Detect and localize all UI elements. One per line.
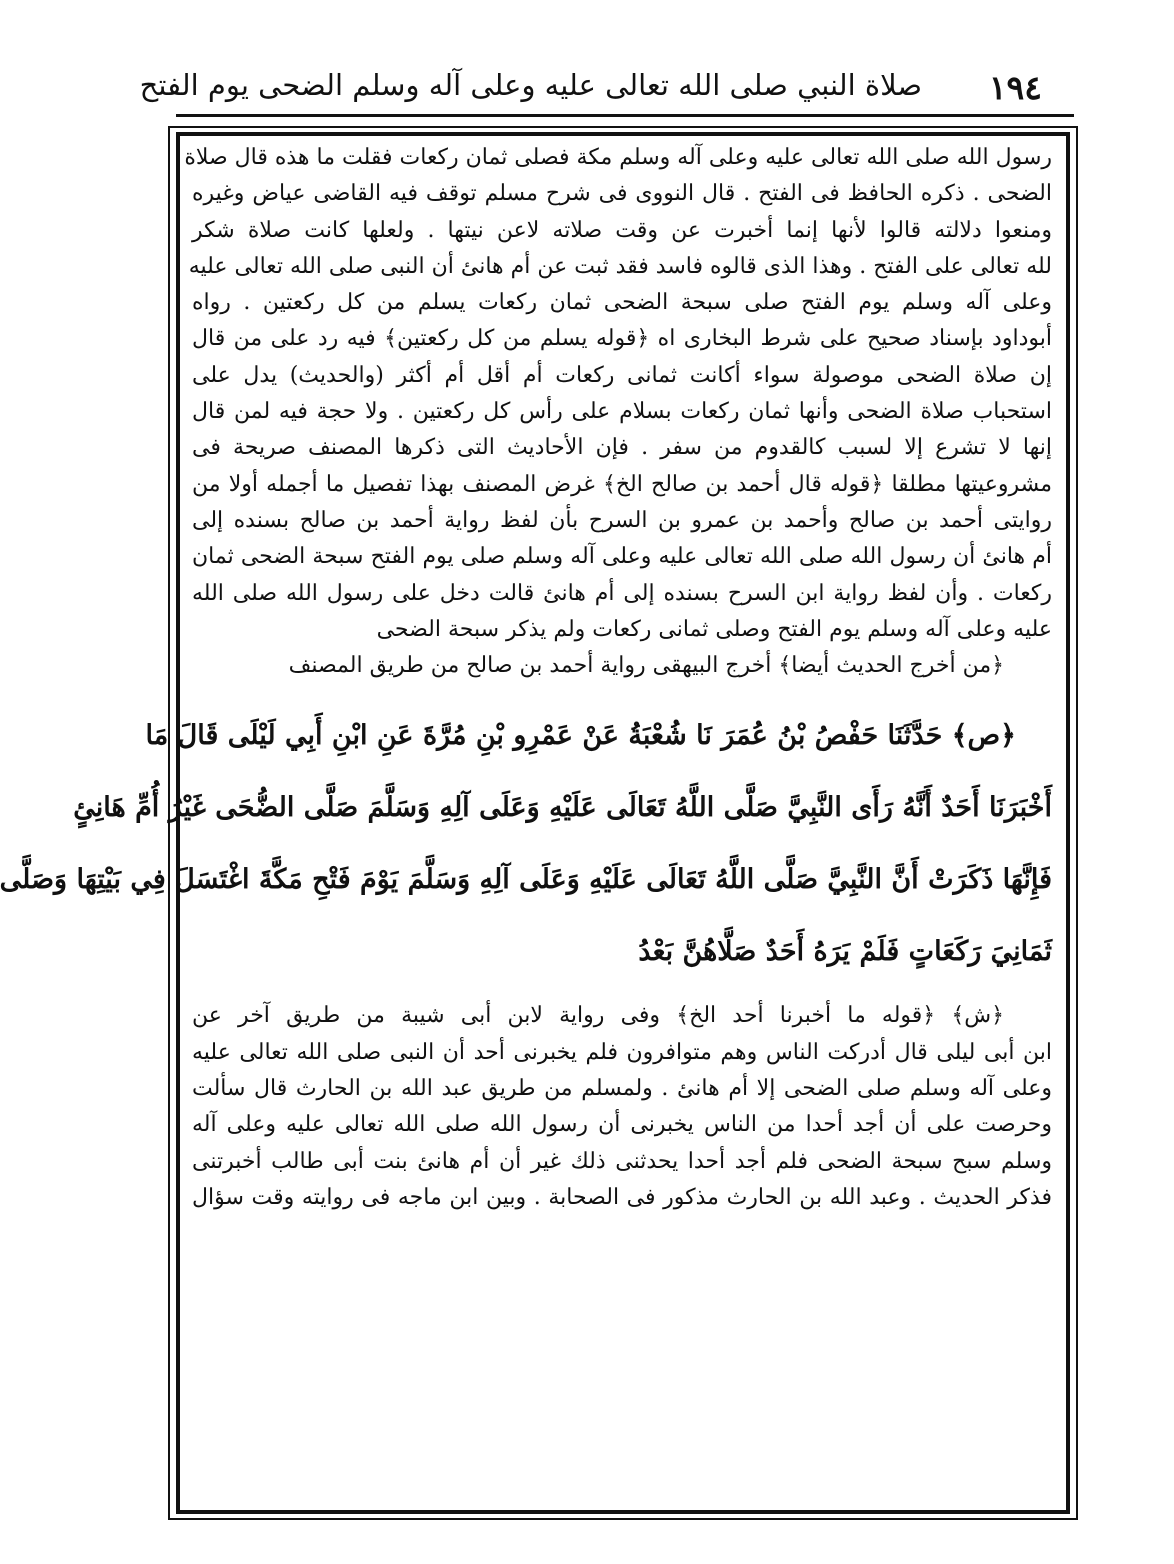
page-number: ١٩٤ [988, 68, 1042, 107]
page-body [0, 140, 1052, 1510]
text-line: ومنعوا دلالته قالوا لأنها إنما أخبرت عن وقت صلاته لاعن نيتها . ولعلها كانت صلاة شكر [192, 217, 1052, 243]
hadith-line: فَإِنَّهَا ذَكَرَتْ أَنَّ النَّبِيَّ صَلَّى اللَّهُ تَعَالَى عَلَيْهِ وَعَلَى آلِهِ وَسَلَّمَ يَوْمَ فَتْحِ مَكَّةَ اغْتَسَلَ فِي بَيْتِهَا وَصَلَّى [0, 864, 1052, 896]
hadith-text [0, 700, 1052, 988]
text-line: إن صلاة الضحى موصولة سواء أكانت ثمانى ركعات أم أقل أم أكثر (والحديث) يدل على [192, 362, 1052, 388]
text-line: وسلم سبح سبحة الضحى فلم أجد أحدا يحدثنى ذلك غير أن أم هانئ بنت أبى طالب أخبرتنى [192, 1148, 1052, 1174]
hadith-line: ثَمَانِيَ رَكَعَاتٍ فَلَمْ يَرَهُ أَحَدٌ صَلَّاهُنَّ بَعْدُ [638, 936, 1052, 968]
commentary-top [184, 140, 1052, 684]
hadith-line: ﴿ص﴾ حَدَّثَنَا حَفْصُ بْنُ عُمَرَ نَا شُعْبَةُ عَنْ عَمْرِو بْنِ مُرَّةَ عَنِ ابْنِ أَبِي لَيْلَى قَالَ مَا [145, 720, 1016, 752]
text-line: لله تعالى على الفتح . وهذا الذى قالوه فاسد فقد ثبت عن أم هانئ أن النبى صلى الله تعالى عليه [188, 253, 1052, 279]
text-line: وحرصت على أن أجد أحدا من الناس يخبرنى أن رسول الله صلى الله تعالى عليه وعلى آله [192, 1112, 1052, 1138]
text-line: استحباب صلاة الضحى وأنها ثمان ركعات بسلام على رأس كل ركعتين . ولا حجة فيه لمن قال [192, 399, 1052, 425]
text-line: عليه وعلى آله وسلم يوم الفتح وصلى ثمانى ركعات ولم يذكر سبحة الضحى [376, 616, 1052, 642]
running-header [139, 62, 1042, 116]
text-line: ﴿ش﴾ ﴿قوله ما أخبرنا أحد الخ﴾ وفى رواية لابن أبى شيبة من طريق آخر عن [192, 1003, 1004, 1029]
header-rule [176, 114, 1074, 117]
commentary-bottom [192, 998, 1052, 1216]
text-line: فذكر الحديث . وعبد الله بن الحارث مذكور فى الصحابة . وبين ابن ماجه فى روايته وقت سؤال [192, 1184, 1052, 1210]
text-line: الضحى . ذكره الحافظ فى الفتح . قال النووى فى شرح مسلم توقف فيه القاضى عياض وغيره [192, 181, 1052, 207]
text-line: وعلى آله وسلم صلى الضحى إلا أم هانئ . ولمسلم من طريق عبد الله بن الحارث قال سألت [192, 1076, 1052, 1102]
source-note-line: ﴿من أخرج الحديث أيضا﴾ أخرج البيهقى رواية أحمد بن صالح من طريق المصنف [288, 653, 1004, 679]
text-line: ابن أبى ليلى قال أدركت الناس وهم متوافرون فلم يخبرنى أحد أن النبى صلى الله تعالى عليه [192, 1039, 1052, 1065]
text-line: روايتى أحمد بن صالح وأحمد بن عمرو بن السرح بأن لفظ رواية أحمد بن صالح بسنده إلى [192, 507, 1052, 533]
text-line: إنها لا تشرع إلا لسبب كالقدوم من سفر . فإن الأحاديث التى ذكرها المصنف صريحة فى [192, 435, 1052, 461]
text-line: مشروعيتها مطلقا ﴿قوله قال أحمد بن صالح الخ﴾ غرض المصنف بهذا تفصيل ما أجمله أولا من [192, 471, 1052, 497]
text-line: رسول الله صلى الله تعالى عليه وعلى آله وسلم مكة فصلى ثمان ركعات فقلت ما هذه قال صلاة [184, 145, 1052, 170]
text-line: أم هانئ أن رسول الله صلى الله تعالى عليه وعلى آله وسلم صلى يوم الفتح سبحة الضحى ثمان [192, 544, 1052, 570]
running-title: صلاة النبي صلى الله تعالى عليه وعلى آله وسلم الضحى يوم الفتح [139, 68, 922, 102]
text-line: أبوداود بإسناد صحيح على شرط البخارى اه ﴿قوله يسلم من كل ركعتين﴾ فيه رد على من قال [192, 326, 1052, 352]
hadith-line: أَخْبَرَنَا أَحَدٌ أَنَّهُ رَأَى النَّبِيَّ صَلَّى اللَّهُ تَعَالَى عَلَيْهِ وَعَلَى آلِهِ وَسَلَّمَ صَلَّى الضُّحَى غَيْرُ أُمِّ هَانِئٍ [73, 792, 1052, 824]
text-line: وعلى آله وسلم يوم الفتح صلى سبحة الضحى ثمان ركعات يسلم من كل ركعتين . رواه [192, 290, 1052, 316]
text-line: ركعات . وأن لفظ رواية ابن السرح بسنده إلى أم هانئ قالت دخل على رسول الله صلى الله [192, 580, 1052, 606]
